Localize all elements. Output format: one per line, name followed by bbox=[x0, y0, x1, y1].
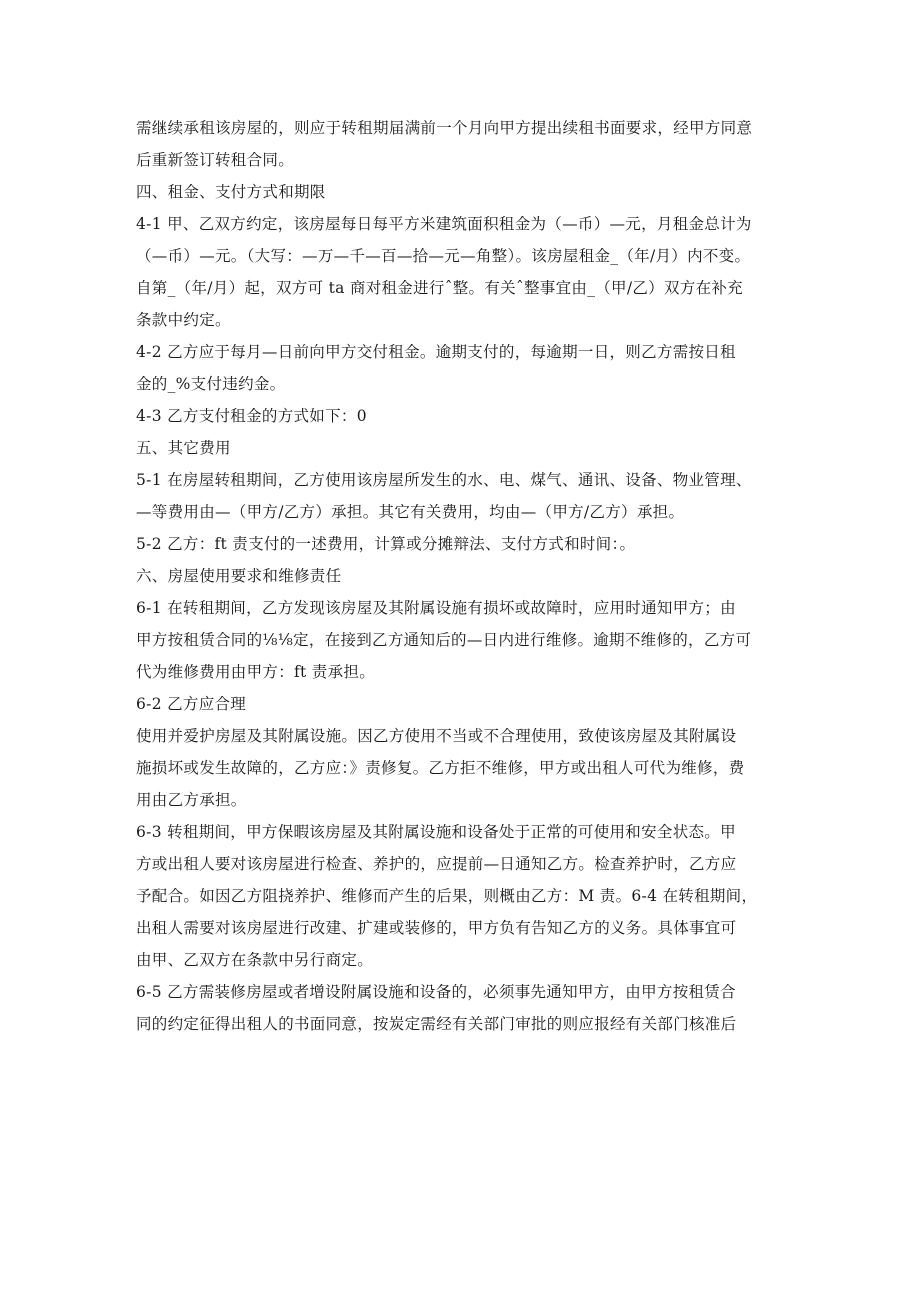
text-line: 6-5 乙方需装修房屋或者增设附属设施和设备的，必须事先通知甲方，由甲方按租赁合 bbox=[136, 983, 736, 1001]
text-line: 6-2 乙方应合理 bbox=[136, 695, 247, 713]
text-line: 施损坏或发生故障的，乙方应：》责修复。乙方拒不维修，甲方或出租人可代为维修，费 bbox=[136, 759, 745, 777]
text-line: 6-3 转租期间，甲方保暇该房屋及其附属设施和设备处于正常的可使用和安全状态。甲 bbox=[136, 823, 736, 841]
text-line: 4-1 甲、乙双方约定，该房屋每日每平方米建筑面积租金为（—币）—元，月租金总计为 bbox=[136, 215, 752, 233]
text-line: 金的_%支付违约金。 bbox=[136, 375, 286, 393]
text-line: 需继续承租该房屋的，则应于转租期届满前一个月向甲方提出续租书面要求，经甲方同意 bbox=[136, 119, 753, 137]
text-line: 后重新签订转租合同。 bbox=[136, 151, 295, 169]
text-line: 代为维修费用由甲方：ft 责承担。 bbox=[136, 663, 375, 681]
text-line: 4-3 乙方支付租金的方式如下：0 bbox=[136, 407, 367, 425]
document-body bbox=[136, 112, 796, 1040]
text-line: 甲方按租赁合同的⅛⅛定，在接到乙方通知后的—日内进行维修。逾期不维修的，乙方可 bbox=[136, 631, 752, 649]
text-line: 予配合。如因乙方阻挠养护、维修而产生的后果，则概由乙方：M 责。6-4 在转租期间， bbox=[136, 887, 758, 905]
text-line: 出租人需要对该房屋进行改建、扩建或装修的，甲方负有告知乙方的义务。具体事宜可 bbox=[136, 919, 737, 937]
text-line: —等费用由—（甲方/乙方）承担。其它有关费用，均由—（甲方/乙方）承担。 bbox=[136, 503, 685, 521]
text-line: 同的约定征得出租人的书面同意，按炭定需经有关部门审批的则应报经有关部门核准后 bbox=[136, 1015, 737, 1033]
section-heading: 四、租金、支付方式和期限 bbox=[136, 183, 326, 201]
text-line: 使用并爱护房屋及其附属设施。因乙方使用不当或不合理使用，致使该房屋及其附属设 bbox=[136, 727, 737, 745]
section-heading: 六、房屋使用要求和维修责任 bbox=[136, 567, 342, 585]
text-line: （—币）—元。（大写：—万—千—百—拾—元—角整）。该房屋租金_（年/月）内不变。 bbox=[136, 247, 751, 265]
text-line: 方或出租人要对该房屋进行检查、养护的，应提前—日通知乙方。检查养护时，乙方应 bbox=[136, 855, 737, 873]
text-line: 自第_（年/月）起，双方可 ta 商对租金进行ˆ整。有关ˆ整事宜由_（甲/乙）双方在补充 bbox=[136, 279, 743, 297]
text-line: 由甲、乙双方在条款中另行商定。 bbox=[136, 951, 374, 969]
text-line: 条款中约定。 bbox=[136, 311, 231, 329]
section-heading: 五、其它费用 bbox=[136, 439, 231, 457]
text-line: 4-2 乙方应于每月—日前向甲方交付租金。逾期支付的，每逾期一日，则乙方需按日租 bbox=[136, 343, 736, 361]
text-line: 5-1 在房屋转租期间，乙方使用该房屋所发生的水、电、煤气、通讯、设备、物业管理、 bbox=[136, 471, 752, 489]
text-line: 用由乙方承担。 bbox=[136, 791, 247, 809]
text-line: 5-2 乙方：ft 责支付的一述费用，计算或分摊辩法、支付方式和时间：。 bbox=[136, 535, 636, 553]
text-line: 6-1 在转租期间，乙方发现该房屋及其附属设施有损坏或故障时，应用时通知甲方；由 bbox=[136, 599, 736, 617]
